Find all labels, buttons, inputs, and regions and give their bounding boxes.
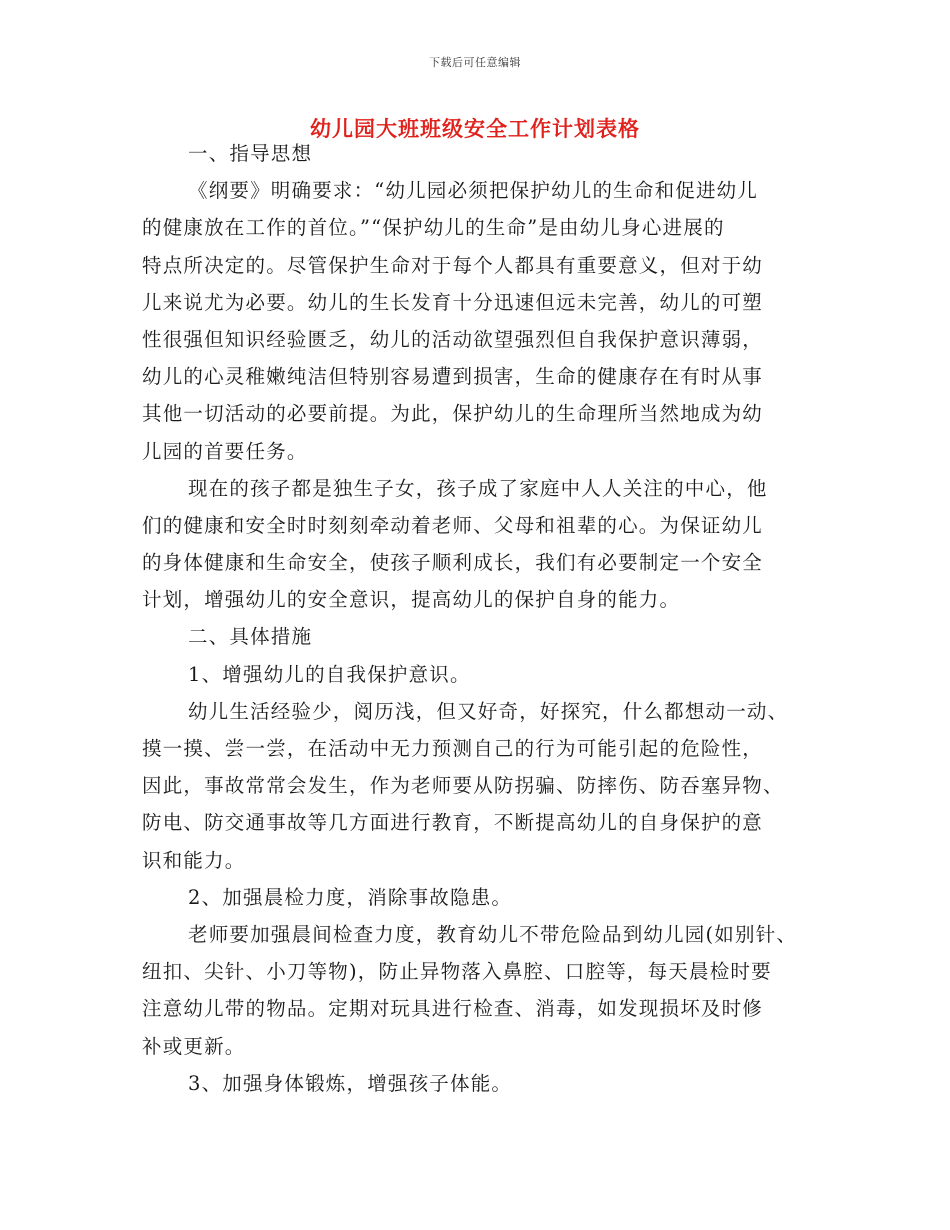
header-note: 下载后可任意编辑 <box>429 56 521 69</box>
body-line: 摸一摸、尝一尝，在活动中无力预测自己的行为可能引起的危险性， <box>142 737 764 760</box>
body-line: 计划，增强幼儿的安全意识，提高幼儿的保护自身的能力。 <box>142 588 681 612</box>
body-line: 二、具体措施 <box>188 625 313 649</box>
body-line: 3、加强身体锻炼，增强孩子体能。 <box>188 1071 513 1095</box>
body-line: 幼儿的心灵稚嫩纯洁但特别容易遭到损害，生命的健康存在有时从事 <box>142 365 764 389</box>
body-line: 的身体健康和生命安全，使孩子顺利成长，我们有必要制定一个安全 <box>142 551 764 575</box>
body-line: 补或更新。 <box>142 1034 246 1058</box>
body-line: 一、指导思想 <box>188 142 313 165</box>
body-line: 们的健康和安全时时刻刻牵动着老师、父母和祖辈的心。为保证幼儿 <box>142 513 764 537</box>
body-line: 2、加强晨检力度，消除事故隐患。 <box>188 885 513 909</box>
body-line: 因此，事故常常会发生，作为老师要从防拐骗、防摔伤、防吞塞异物、 <box>142 774 784 798</box>
body-line: 现在的孩子都是独生子女，孩子成了家庭中人人关注的中心，他 <box>188 476 768 500</box>
body-line: 防电、防交通事故等几方面进行教育，不断提高幼儿的自身保护的意 <box>142 811 764 835</box>
body-line: 《纲要》明确要求：“幼儿园必须把保护幼儿的生命和促进幼儿 <box>188 179 759 203</box>
body-line: 儿园的首要任务。 <box>142 439 308 463</box>
body-line: 儿来说尤为必要。幼儿的生长发育十分迅速但远未完善，幼儿的可塑 <box>142 290 764 314</box>
body-line: 纽扣、尖针、小刀等物)，防止异物落入鼻腔、口腔等，每天晨检时要 <box>142 960 772 984</box>
body-line: 老师要加强晨间检查力度，教育幼儿不带危险品到幼儿园(如别针、 <box>188 922 798 946</box>
body-line: 的健康放在工作的首位。”“保护幼儿的生命”是由幼儿身心进展的 <box>142 216 725 240</box>
body-line: 性很强但知识经验匮乏，幼儿的活动欲望强烈但自我保护意识薄弱， <box>142 327 764 351</box>
document-title: 幼儿园大班班级安全工作计划表格 <box>310 116 640 141</box>
body-line: 幼儿生活经验少，阅历浅，但又好奇，好探究，什么都想动一动、 <box>188 699 789 723</box>
document-body <box>142 135 832 1102</box>
body-line: 识和能力。 <box>142 848 246 872</box>
body-line: 其他一切活动的必要前提。为此，保护幼儿的生命理所当然地成为幼 <box>142 402 764 426</box>
body-line: 1、增强幼儿的自我保护意识。 <box>188 662 471 686</box>
body-line: 特点所决定的。尽管保护生命对于每个人都具有重要意义，但对于幼 <box>142 253 764 277</box>
body-line: 注意幼儿带的物品。定期对玩具进行检查、消毒，如发现损坏及时修 <box>142 997 764 1021</box>
